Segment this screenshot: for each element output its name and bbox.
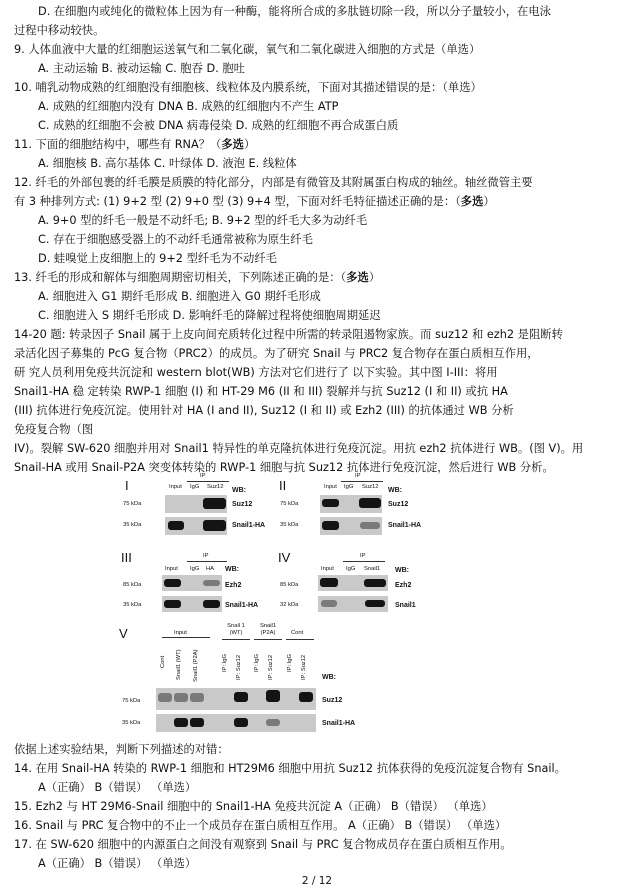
panel-i-igg: IgG	[190, 484, 200, 490]
panel-v-group-p2a: Snail1 (P2A)	[259, 623, 277, 636]
panel-i-mw1: 75 kDa	[123, 501, 142, 507]
q9-stem: 9. 人体血液中大量的红细胞运送氧气和二氧化碳，氧气和二氧化碳进入细胞的方式是（单选）	[14, 43, 481, 56]
panel-v-band	[266, 690, 280, 702]
panel-i-blot2-label: Snail1-HA	[232, 522, 266, 529]
panel-label-iii: III	[121, 550, 132, 565]
panel-iii-ip: IP	[203, 553, 209, 559]
q14-stem: 14. 在用 Snail-HA 转染的 RWP-1 细胞和 HT29M6 细胞中用抗 Suz12 抗体获得的免疫沉淀复合物有 Snail。	[14, 762, 566, 775]
panel-iv-blot2	[318, 596, 388, 612]
panel-v-band	[299, 692, 313, 702]
panel-i-input: Input	[169, 484, 182, 490]
panel-iv-band	[365, 600, 385, 607]
q9-options: A. 主动运输 B. 被动运输 C. 胞吞 D. 胞吐	[38, 62, 245, 75]
panel-v-band	[266, 719, 280, 726]
panel-iii-blot2	[162, 596, 222, 612]
q12-stem-line1: 12. 纤毛的外部包裹的纤毛膜是质膜的特化部分，内部是有微管及其附属蛋白构成的轴丝。轴丝微管主要	[14, 176, 533, 189]
q8-option-d-line1: D. 在细胞内或纯化的微粒体上因为有一种酶，能将所合成的多肽链切除一段，所以分子量较小，在电泳	[38, 5, 551, 18]
panel-iii-mw1: 85 kDa	[123, 582, 142, 588]
panel-iv-wb: WB:	[395, 567, 409, 574]
panel-i-mw2: 35 kDa	[123, 522, 142, 528]
passage-line1: 14-20 题: 转录因子 Snail 属于上皮向间充质转化过程中所需的转录阻遏物家族。而 suz12 和 ezh2 是阻断转	[14, 328, 563, 341]
panel-v-input-underline	[162, 637, 210, 638]
panel-ii-band	[360, 522, 380, 529]
panel-iii-blot1	[162, 575, 222, 591]
panel-iii-blot1-label: Ezh2	[225, 582, 242, 589]
q17-options: A（正确） B（错误） （单选）	[38, 857, 197, 870]
panel-v-band	[234, 692, 248, 702]
passage-line4: Snail1-HA 稳 定转染 RWP-1 细胞 (I) 和 HT-29 M6 (II 和 III) 裂解并与抗 Suz12 (I 和 II) 或抗 HA	[14, 385, 508, 398]
panel-iii-band	[203, 600, 220, 608]
panel-v-p2a-underline	[254, 639, 282, 640]
q10-options-cd: C. 成熟的红细胞不会被 DNA 病毒侵染 D. 成熟的红细胞不再合成蛋白质	[38, 119, 399, 132]
panel-iv-band	[321, 600, 337, 607]
panel-iii-igg: IgG	[190, 566, 200, 572]
panel-iv-blot2-label: Snail1	[395, 602, 416, 609]
panel-ii-blot2-label: Snail1-HA	[388, 522, 422, 529]
q13-options-ab: A. 细胞进入 G1 期纤毛形成 B. 细胞进入 G0 期纤毛形成	[38, 290, 321, 303]
panel-v-mw2: 35 kDa	[122, 720, 141, 726]
multi-select-mark: 多选	[346, 271, 369, 284]
panel-ii-blot1	[320, 495, 382, 513]
panel-ii-suz12-col: Suz12	[362, 484, 379, 490]
panel-ii-band	[322, 521, 339, 530]
panel-label-i: I	[125, 478, 129, 493]
q11-stem: 11. 下面的细胞结构中，哪些有 RNA？（多选）	[14, 138, 256, 151]
multi-select-mark: 多选	[460, 195, 484, 208]
panel-iv-mw1: 85 kDa	[280, 582, 299, 588]
panel-iv-snail-col: Snail1	[364, 566, 381, 572]
panel-v-band	[190, 693, 204, 702]
panel-iii-ip-underline	[187, 561, 227, 562]
q10-stem: 10. 哺乳动物成熟的红细胞没有细胞核、线粒体及内膜系统，下面对其描述错误的是：（单选）	[14, 81, 482, 94]
panel-v-band	[174, 693, 188, 702]
q8-option-d-line2: 过程中移动较快。	[14, 24, 105, 37]
panel-ii-mw1: 75 kDa	[280, 501, 299, 507]
panel-v-blot1-label: Suz12	[322, 697, 343, 704]
panel-v-wt-underline	[222, 639, 250, 640]
q12-option-d: D. 蛙嗅觉上皮细胞上的 9+2 型纤毛为不动纤毛	[38, 252, 277, 265]
q13-options-cd: C. 细胞进入 S 期纤毛形成 D. 影响纤毛的降解过程将使细胞周期延迟	[38, 309, 381, 322]
q12-option-c: C. 存在于细胞感受器上的不动纤毛通常被称为原生纤毛	[38, 233, 313, 246]
panel-iii-ha-col: HA	[206, 566, 215, 572]
passage-line5: (III) 抗体进行免疫沉淀。使用针对 HA (I and II), Suz12 (I 和 II) 或 Ezh2 (III) 的抗体通过 WB 分析	[14, 404, 514, 417]
q12-options-ab: A. 9+0 型的纤毛一般是不动纤毛; B. 9+2 型的纤毛大多为动纤毛	[38, 214, 368, 227]
panel-v-col-p2a: Snail1 (P2A)	[193, 649, 199, 682]
panel-ii-ip: IP	[355, 473, 361, 479]
panel-i-ip: IP	[200, 473, 206, 479]
panel-ii-blot2	[320, 517, 382, 535]
panel-ii-input: Input	[324, 484, 337, 490]
multi-select-mark: 多选	[221, 138, 244, 151]
panel-iv-band	[364, 579, 386, 587]
panel-ii-mw2: 35 kDa	[280, 522, 299, 528]
panel-v-wb: WB:	[322, 674, 336, 681]
q12-stem-line2: 有 3 种排列方式: (1) 9+2 型 (2) 9+0 型 (3) 9+4 型，下面对纤毛特征描述正确的是：（多选）	[14, 195, 495, 208]
panel-v-col-wt: Snail1 (WT)	[176, 649, 182, 680]
panel-i-blot1-label: Suz12	[232, 501, 253, 508]
panel-i-band	[203, 520, 226, 531]
panel-v-mw1: 75 kDa	[122, 698, 141, 704]
panel-v-band	[234, 718, 248, 727]
passage-line7: IV)。裂解 SW-620 细胞并用对 Snail1 特异性的单克隆抗体进行免疫沉淀。用抗 ezh2 抗体进行 WB。(图 V)。用	[14, 442, 584, 455]
panel-v-group-cont: Cont	[291, 630, 304, 636]
panel-v-col-cont-suz12: IP: Suz12	[301, 654, 307, 680]
panel-iii-input: Input	[165, 566, 178, 572]
panel-v-col-wt-suz12: IP: Suz12	[236, 654, 242, 680]
panel-v-blot1	[156, 688, 316, 710]
panel-v-col-cont: Cont	[160, 655, 166, 668]
panel-ii-ip-underline	[341, 481, 383, 482]
panel-iii-wb: WB:	[225, 566, 239, 573]
panel-ii-igg: IgG	[344, 484, 354, 490]
q14-options: A（正确） B（错误） （单选）	[38, 781, 197, 794]
panel-label-iv: IV	[278, 550, 291, 565]
panel-iv-ip-underline	[343, 561, 385, 562]
panel-v-blot2	[156, 714, 316, 732]
panel-v-col-p2a-igg: IP: IgG	[254, 653, 260, 672]
panel-iii-blot2-label: Snail1-HA	[225, 602, 259, 609]
panel-i-band	[168, 521, 184, 530]
passage-line3: 研 究人员利用免疫共沉淀和 western blot(WB) 方法对它们进行了 以下实验。其中图 I-III：将用	[14, 366, 498, 379]
panel-i-ip-underline	[187, 481, 229, 482]
q13-stem: 13. 纤毛的形成和解体与细胞周期密切相关，下列陈述正确的是：（多选）	[14, 271, 381, 284]
page-number: 2 / 12	[301, 875, 333, 887]
panel-ii-blot1-label: Suz12	[388, 501, 409, 508]
panel-i-blot1	[165, 495, 227, 513]
panel-v-band	[158, 693, 172, 702]
panel-ii-band	[359, 498, 381, 508]
panel-iii-band	[203, 580, 220, 586]
judge-instruction: 依据上述实验结果，判断下列描述的对错：	[14, 743, 229, 756]
passage-line8: Snail-HA 或用 Snail-P2A 突变体转染的 RWP-1 细胞与抗 Suz12 抗体进行免疫沉淀，然后进行 WB 分析。	[14, 461, 554, 474]
q10-options-ab: A. 成熟的红细胞内没有 DNA B. 成熟的红细胞内不产生 ATP	[38, 100, 339, 113]
panel-iii-band	[164, 579, 181, 587]
panel-iv-ip: IP	[360, 553, 366, 559]
panel-ii-wb: WB:	[388, 487, 402, 494]
q17-stem: 17. 在 SW-620 细胞中的内源蛋白之间没有观察到 Snail 与 PRC 复合物成员存在蛋白质相互作用。	[14, 838, 512, 851]
panel-v-input: Input	[174, 630, 187, 636]
panel-v-cont-underline	[286, 639, 314, 640]
panel-iii-band	[164, 600, 181, 608]
panel-v-col-cont-igg: IP: IgG	[287, 653, 293, 672]
panel-i-wb: WB:	[232, 487, 246, 494]
panel-v-band	[190, 718, 204, 727]
panel-v-col-p2a-suz12: IP: Suz12	[268, 654, 274, 680]
passage-line6: 免疫复合物（图	[14, 423, 94, 436]
q11-options: A. 细胞核 B. 高尔基体 C. 叶绿体 D. 液泡 E. 线粒体	[38, 157, 297, 170]
panel-v-band	[174, 718, 188, 727]
panel-label-v: V	[119, 626, 128, 641]
panel-iv-band	[320, 578, 338, 587]
panel-iv-input: Input	[321, 566, 334, 572]
panel-iv-blot1	[318, 575, 388, 591]
q15-stem: 15. Ezh2 与 HT 29M6-Snail 细胞中的 Snail1-HA 免疫共沉淀 A（正确） B（错误） （单选）	[14, 800, 493, 813]
panel-iv-blot1-label: Ezh2	[395, 582, 412, 589]
q16-stem: 16. Snail 与 PRC 复合物中的不止一个成员存在蛋白质相互作用。 A（正确） B（错误） （单选）	[14, 819, 507, 832]
panel-iv-mw2: 32 kDa	[280, 602, 299, 608]
panel-i-suz12-col: Suz12	[207, 484, 224, 490]
panel-iii-mw2: 35 kDa	[123, 602, 142, 608]
panel-i-blot2	[165, 517, 227, 535]
panel-v-col-wt-igg: IP: IgG	[222, 653, 228, 672]
panel-v-blot2-label: Snail1-HA	[322, 720, 356, 727]
panel-i-band	[203, 498, 226, 509]
passage-line2: 录活化因子募集的 PcG 复合物（PRC2）的成员。为了研究 Snail 与 PRC2 复合物存在蛋白质相互作用，	[14, 347, 539, 360]
panel-v-group-wt: Snail 1 (WT)	[227, 623, 245, 636]
panel-label-ii: II	[279, 478, 287, 493]
panel-ii-band	[322, 499, 339, 507]
panel-iv-igg: IgG	[346, 566, 356, 572]
